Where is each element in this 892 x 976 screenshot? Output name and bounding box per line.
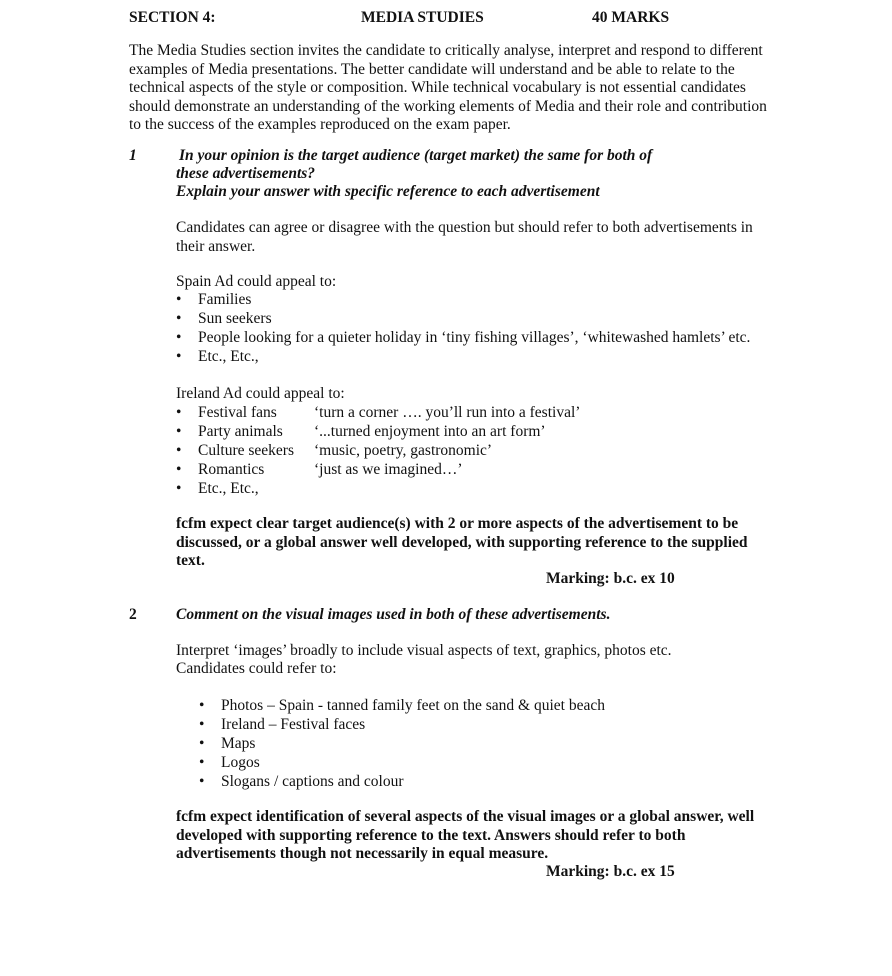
bullet-icon: • (176, 291, 182, 308)
bullet-icon: • (176, 423, 182, 440)
bullet-icon: • (176, 310, 182, 327)
spain-heading: Spain Ad could appeal to: (176, 273, 337, 290)
section-marks: 40 MARKS (592, 9, 670, 26)
q1-number: 1 (129, 147, 137, 164)
q1-question-line1: In your opinion is the target audience (target market) the same for both of (179, 147, 653, 164)
q2-note-line1: Interpret ‘images’ broadly to include visual aspects of text, graphics, photos etc. (176, 642, 672, 659)
q2-expectation: fcfm expect identification of several aspects of the visual images or a global answer, well developed with supporting reference to the text. Answers should refer to both advertisements though not necessarily in equal measure. (176, 808, 755, 862)
intro-paragraph: The Media Studies section invites the candidate to critically analyse, interpret and respond to different examples of Media presentations. The better candidate will understand and be able to relate to the technical aspects of the style or composition. While technical vocabulary is not essential candidates should demonstrate an understanding of the working elements of Media and their role and contribution to the success of the examples reproduced on the exam paper. (129, 42, 767, 133)
q1-expectation: fcfm expect clear target audience(s) with 2 or more aspects of the advertisement to be discussed, or a global answer well developed, with supporting reference to the supplied text. (176, 515, 748, 569)
bullet-icon: • (199, 697, 205, 714)
bullet-icon: • (176, 461, 182, 478)
q2-number: 2 (129, 606, 137, 623)
q1-note: Candidates can agree or disagree with the question but should refer to both advertisements in their answer. (176, 219, 753, 255)
q2-question: Comment on the visual images used in both of these advertisements. (176, 606, 611, 623)
bullet-icon: • (199, 754, 205, 771)
ireland-heading: Ireland Ad could appeal to: (176, 385, 345, 402)
q1-question-line3: Explain your answer with specific reference to each advertisement (176, 183, 600, 200)
bullet-icon: • (176, 480, 182, 497)
section-label: SECTION 4: (129, 9, 216, 26)
bullet-icon: • (176, 348, 182, 365)
bullet-icon: • (176, 329, 182, 346)
q2-note-line2: Candidates could refer to: (176, 660, 337, 677)
bullet-icon: • (176, 442, 182, 459)
bullet-icon: • (176, 404, 182, 421)
bullet-icon: • (199, 735, 205, 752)
q1-question-line2: these advertisements? (176, 165, 316, 182)
q1-marking: Marking: b.c. ex 10 (546, 570, 675, 587)
section-title: MEDIA STUDIES (361, 9, 484, 26)
bullet-icon: • (199, 716, 205, 733)
q2-marking: Marking: b.c. ex 15 (546, 863, 675, 880)
bullet-icon: • (199, 773, 205, 790)
